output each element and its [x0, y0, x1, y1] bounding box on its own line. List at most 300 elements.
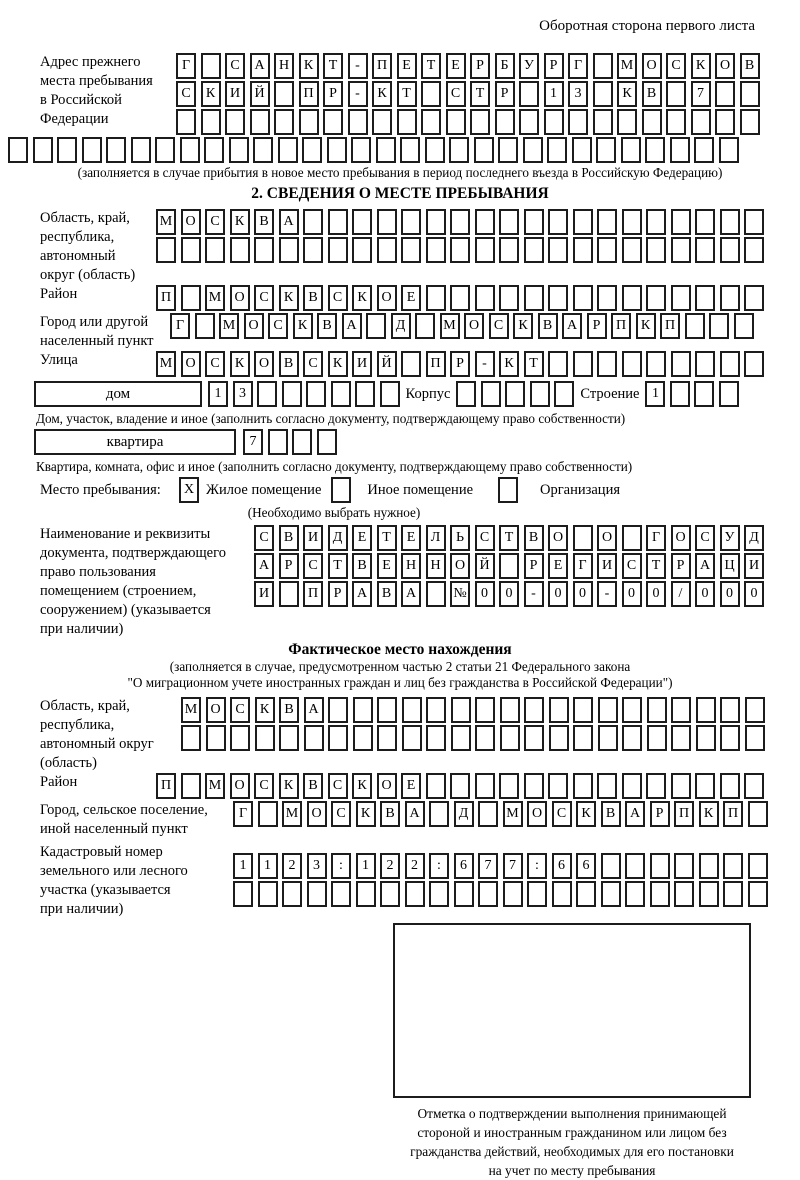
- oblast-row-1[interactable]: [156, 209, 764, 235]
- char-box[interactable]: [548, 237, 568, 263]
- char-box[interactable]: М: [205, 773, 225, 799]
- char-box[interactable]: [720, 285, 740, 311]
- char-box[interactable]: [740, 109, 760, 135]
- char-box[interactable]: [519, 81, 539, 107]
- char-box[interactable]: [470, 109, 490, 135]
- char-box[interactable]: [131, 137, 151, 163]
- char-box[interactable]: М: [181, 697, 201, 723]
- char-box[interactable]: О: [642, 53, 662, 79]
- char-box[interactable]: [720, 351, 740, 377]
- char-box[interactable]: Р: [544, 53, 564, 79]
- char-box[interactable]: [352, 209, 372, 235]
- char-box[interactable]: [317, 429, 337, 455]
- char-box[interactable]: [744, 209, 764, 235]
- fact-gorod-row[interactable]: [233, 801, 768, 827]
- char-box[interactable]: Т: [470, 81, 490, 107]
- char-box[interactable]: С: [328, 285, 348, 311]
- char-box[interactable]: [376, 137, 396, 163]
- char-box[interactable]: П: [660, 313, 680, 339]
- char-box[interactable]: 3: [233, 381, 253, 407]
- char-box[interactable]: Т: [499, 525, 519, 551]
- char-box[interactable]: Н: [426, 553, 446, 579]
- char-box[interactable]: [549, 725, 569, 751]
- char-box[interactable]: [495, 109, 515, 135]
- char-box[interactable]: [622, 525, 642, 551]
- char-box[interactable]: В: [303, 285, 323, 311]
- char-box[interactable]: С: [205, 351, 225, 377]
- char-box[interactable]: [475, 773, 495, 799]
- char-box[interactable]: [451, 725, 471, 751]
- char-box[interactable]: [268, 429, 288, 455]
- char-box[interactable]: К: [328, 351, 348, 377]
- char-box[interactable]: [250, 109, 270, 135]
- char-box[interactable]: [527, 881, 547, 907]
- char-box[interactable]: [549, 697, 569, 723]
- char-box[interactable]: [302, 137, 322, 163]
- char-box[interactable]: [719, 381, 739, 407]
- char-box[interactable]: [699, 881, 719, 907]
- char-box[interactable]: К: [352, 285, 372, 311]
- char-box[interactable]: [450, 209, 470, 235]
- char-box[interactable]: [429, 881, 449, 907]
- char-box[interactable]: В: [254, 209, 274, 235]
- dom-number-boxes[interactable]: [208, 381, 400, 407]
- char-box[interactable]: [415, 313, 435, 339]
- char-box[interactable]: [421, 81, 441, 107]
- char-box[interactable]: П: [426, 351, 446, 377]
- char-box[interactable]: [279, 581, 299, 607]
- fact-oblast-row-1[interactable]: [181, 697, 765, 723]
- char-box[interactable]: Е: [446, 53, 466, 79]
- char-box[interactable]: [597, 351, 617, 377]
- char-box[interactable]: С: [205, 209, 225, 235]
- char-box[interactable]: С: [475, 525, 495, 551]
- char-box[interactable]: О: [181, 351, 201, 377]
- char-box[interactable]: 1: [356, 853, 376, 879]
- char-box[interactable]: К: [230, 351, 250, 377]
- char-box[interactable]: [304, 725, 324, 751]
- char-box[interactable]: К: [352, 773, 372, 799]
- char-box[interactable]: В: [352, 553, 372, 579]
- char-box[interactable]: Л: [426, 525, 446, 551]
- char-box[interactable]: [258, 801, 278, 827]
- char-box[interactable]: Ь: [450, 525, 470, 551]
- char-box[interactable]: [544, 109, 564, 135]
- char-box[interactable]: С: [328, 773, 348, 799]
- char-box[interactable]: Е: [397, 53, 417, 79]
- char-box[interactable]: [505, 381, 525, 407]
- char-box[interactable]: /: [671, 581, 691, 607]
- char-box[interactable]: [548, 285, 568, 311]
- char-box[interactable]: [282, 881, 302, 907]
- char-box[interactable]: [400, 137, 420, 163]
- char-box[interactable]: 2: [380, 853, 400, 879]
- char-box[interactable]: К: [230, 209, 250, 235]
- prev-address-row-2[interactable]: [176, 81, 760, 107]
- char-box[interactable]: 6: [454, 853, 474, 879]
- char-box[interactable]: [176, 109, 196, 135]
- char-box[interactable]: [720, 725, 740, 751]
- char-box[interactable]: Т: [421, 53, 441, 79]
- char-box[interactable]: 6: [576, 853, 596, 879]
- char-box[interactable]: И: [225, 81, 245, 107]
- char-box[interactable]: [650, 853, 670, 879]
- char-box[interactable]: [745, 697, 765, 723]
- char-box[interactable]: [573, 351, 593, 377]
- char-box[interactable]: О: [450, 553, 470, 579]
- char-box[interactable]: 7: [478, 853, 498, 879]
- char-box[interactable]: 1: [208, 381, 228, 407]
- char-box[interactable]: Г: [568, 53, 588, 79]
- char-box[interactable]: [573, 237, 593, 263]
- char-box[interactable]: [156, 237, 176, 263]
- char-box[interactable]: [499, 237, 519, 263]
- char-box[interactable]: Р: [450, 351, 470, 377]
- char-box[interactable]: С: [331, 801, 351, 827]
- char-box[interactable]: 6: [552, 853, 572, 879]
- char-box[interactable]: :: [429, 853, 449, 879]
- char-box[interactable]: [622, 773, 642, 799]
- char-box[interactable]: [719, 137, 739, 163]
- char-box[interactable]: [524, 237, 544, 263]
- char-box[interactable]: [720, 697, 740, 723]
- char-box[interactable]: [299, 109, 319, 135]
- char-box[interactable]: К: [513, 313, 533, 339]
- char-box[interactable]: [597, 237, 617, 263]
- char-box[interactable]: О: [181, 209, 201, 235]
- char-box[interactable]: [254, 237, 274, 263]
- char-box[interactable]: :: [331, 853, 351, 879]
- char-box[interactable]: [547, 137, 567, 163]
- char-box[interactable]: [401, 237, 421, 263]
- char-box[interactable]: Р: [650, 801, 670, 827]
- char-box[interactable]: У: [720, 525, 740, 551]
- char-box[interactable]: [456, 381, 476, 407]
- char-box[interactable]: [82, 137, 102, 163]
- char-box[interactable]: [230, 725, 250, 751]
- char-box[interactable]: [696, 725, 716, 751]
- char-box[interactable]: [331, 881, 351, 907]
- char-box[interactable]: К: [372, 81, 392, 107]
- char-box[interactable]: [530, 381, 550, 407]
- char-box[interactable]: Р: [524, 553, 544, 579]
- char-box[interactable]: [233, 881, 253, 907]
- char-box[interactable]: 3: [307, 853, 327, 879]
- char-box[interactable]: [352, 237, 372, 263]
- char-box[interactable]: [450, 773, 470, 799]
- char-box[interactable]: [353, 697, 373, 723]
- char-box[interactable]: С: [489, 313, 509, 339]
- char-box[interactable]: П: [303, 581, 323, 607]
- char-box[interactable]: [401, 351, 421, 377]
- char-box[interactable]: [348, 109, 368, 135]
- char-box[interactable]: [282, 381, 302, 407]
- char-box[interactable]: П: [611, 313, 631, 339]
- char-box[interactable]: А: [254, 553, 274, 579]
- char-box[interactable]: [328, 209, 348, 235]
- char-box[interactable]: [625, 853, 645, 879]
- char-box[interactable]: С: [303, 351, 323, 377]
- char-box[interactable]: [598, 725, 618, 751]
- char-box[interactable]: [366, 313, 386, 339]
- char-box[interactable]: Д: [744, 525, 764, 551]
- char-box[interactable]: [405, 881, 425, 907]
- char-box[interactable]: [622, 697, 642, 723]
- char-box[interactable]: [625, 881, 645, 907]
- char-box[interactable]: М: [219, 313, 239, 339]
- char-box[interactable]: [740, 81, 760, 107]
- char-box[interactable]: П: [372, 53, 392, 79]
- char-box[interactable]: Т: [524, 351, 544, 377]
- char-box[interactable]: А: [352, 581, 372, 607]
- char-box[interactable]: [279, 237, 299, 263]
- char-box[interactable]: [475, 725, 495, 751]
- ulitsa-row[interactable]: [156, 351, 764, 377]
- char-box[interactable]: [429, 801, 449, 827]
- char-box[interactable]: -: [597, 581, 617, 607]
- char-box[interactable]: Г: [646, 525, 666, 551]
- char-box[interactable]: [601, 853, 621, 879]
- char-box[interactable]: [666, 109, 686, 135]
- char-box[interactable]: [674, 881, 694, 907]
- char-box[interactable]: С: [552, 801, 572, 827]
- char-box[interactable]: [671, 237, 691, 263]
- char-box[interactable]: О: [307, 801, 327, 827]
- char-box[interactable]: С: [254, 285, 274, 311]
- char-box[interactable]: А: [304, 697, 324, 723]
- char-box[interactable]: [303, 209, 323, 235]
- char-box[interactable]: [206, 725, 226, 751]
- char-box[interactable]: [500, 697, 520, 723]
- char-box[interactable]: [257, 381, 277, 407]
- char-box[interactable]: [426, 237, 446, 263]
- char-box[interactable]: Р: [587, 313, 607, 339]
- char-box[interactable]: И: [597, 553, 617, 579]
- char-box[interactable]: [593, 109, 613, 135]
- char-box[interactable]: О: [206, 697, 226, 723]
- char-box[interactable]: Р: [671, 553, 691, 579]
- char-box[interactable]: [593, 53, 613, 79]
- char-box[interactable]: К: [576, 801, 596, 827]
- char-box[interactable]: Ц: [720, 553, 740, 579]
- char-box[interactable]: 7: [503, 853, 523, 879]
- char-box[interactable]: [694, 137, 714, 163]
- char-box[interactable]: Г: [170, 313, 190, 339]
- char-box[interactable]: [671, 351, 691, 377]
- char-box[interactable]: С: [176, 81, 196, 107]
- char-box[interactable]: В: [538, 313, 558, 339]
- char-box[interactable]: [478, 881, 498, 907]
- char-box[interactable]: Д: [328, 525, 348, 551]
- char-box[interactable]: Г: [573, 553, 593, 579]
- char-box[interactable]: [596, 137, 616, 163]
- char-box[interactable]: [695, 351, 715, 377]
- char-box[interactable]: 7: [691, 81, 711, 107]
- char-box[interactable]: 3: [568, 81, 588, 107]
- char-box[interactable]: К: [499, 351, 519, 377]
- char-box[interactable]: [695, 285, 715, 311]
- char-box[interactable]: [646, 773, 666, 799]
- char-box[interactable]: М: [205, 285, 225, 311]
- char-box[interactable]: Г: [233, 801, 253, 827]
- char-box[interactable]: Д: [391, 313, 411, 339]
- char-box[interactable]: О: [671, 525, 691, 551]
- char-box[interactable]: Т: [328, 553, 348, 579]
- document-row-1[interactable]: [254, 525, 764, 551]
- char-box[interactable]: [377, 697, 397, 723]
- char-box[interactable]: [720, 209, 740, 235]
- char-box[interactable]: Е: [548, 553, 568, 579]
- char-box[interactable]: [331, 381, 351, 407]
- char-box[interactable]: М: [282, 801, 302, 827]
- char-box[interactable]: [327, 137, 347, 163]
- char-box[interactable]: [274, 81, 294, 107]
- char-box[interactable]: [695, 237, 715, 263]
- char-box[interactable]: [572, 137, 592, 163]
- char-box[interactable]: 1: [544, 81, 564, 107]
- char-box[interactable]: [744, 237, 764, 263]
- char-box[interactable]: [181, 237, 201, 263]
- char-box[interactable]: В: [380, 801, 400, 827]
- char-box[interactable]: О: [244, 313, 264, 339]
- char-box[interactable]: [524, 697, 544, 723]
- stroenie-boxes[interactable]: [645, 381, 739, 407]
- char-box[interactable]: О: [597, 525, 617, 551]
- char-box[interactable]: Р: [328, 581, 348, 607]
- char-box[interactable]: О: [548, 525, 568, 551]
- char-box[interactable]: [685, 313, 705, 339]
- char-box[interactable]: Е: [401, 285, 421, 311]
- char-box[interactable]: [670, 137, 690, 163]
- char-box[interactable]: -: [524, 581, 544, 607]
- char-box[interactable]: Б: [495, 53, 515, 79]
- char-box[interactable]: [646, 237, 666, 263]
- char-box[interactable]: А: [695, 553, 715, 579]
- char-box[interactable]: [694, 381, 714, 407]
- char-box[interactable]: [181, 773, 201, 799]
- char-box[interactable]: С: [254, 525, 274, 551]
- char-box[interactable]: [446, 109, 466, 135]
- char-box[interactable]: Н: [274, 53, 294, 79]
- char-box[interactable]: [450, 285, 470, 311]
- char-box[interactable]: [622, 725, 642, 751]
- char-box[interactable]: [303, 237, 323, 263]
- char-box[interactable]: [548, 209, 568, 235]
- char-box[interactable]: [454, 881, 474, 907]
- char-box[interactable]: [646, 285, 666, 311]
- char-box[interactable]: Д: [454, 801, 474, 827]
- char-box[interactable]: [500, 725, 520, 751]
- char-box[interactable]: [699, 853, 719, 879]
- char-box[interactable]: -: [348, 81, 368, 107]
- char-box[interactable]: Р: [470, 53, 490, 79]
- char-box[interactable]: С: [446, 81, 466, 107]
- char-box[interactable]: [372, 109, 392, 135]
- char-box[interactable]: [33, 137, 53, 163]
- char-box[interactable]: К: [617, 81, 637, 107]
- char-box[interactable]: [498, 137, 518, 163]
- checkbox-inoe[interactable]: [331, 477, 351, 503]
- char-box[interactable]: [593, 81, 613, 107]
- char-box[interactable]: К: [699, 801, 719, 827]
- char-box[interactable]: С: [622, 553, 642, 579]
- kadastr-row-1[interactable]: [233, 853, 768, 879]
- raion-row[interactable]: [156, 285, 764, 311]
- char-box[interactable]: Е: [401, 525, 421, 551]
- char-box[interactable]: И: [744, 553, 764, 579]
- char-box[interactable]: [524, 209, 544, 235]
- char-box[interactable]: [548, 351, 568, 377]
- char-box[interactable]: 1: [233, 853, 253, 879]
- char-box[interactable]: И: [303, 525, 323, 551]
- char-box[interactable]: [292, 429, 312, 455]
- char-box[interactable]: [650, 881, 670, 907]
- char-box[interactable]: [353, 725, 373, 751]
- char-box[interactable]: А: [250, 53, 270, 79]
- char-box[interactable]: Т: [323, 53, 343, 79]
- char-box[interactable]: А: [562, 313, 582, 339]
- char-box[interactable]: -: [475, 351, 495, 377]
- char-box[interactable]: [691, 109, 711, 135]
- char-box[interactable]: [274, 109, 294, 135]
- char-box[interactable]: [597, 285, 617, 311]
- char-box[interactable]: [307, 881, 327, 907]
- char-box[interactable]: [426, 581, 446, 607]
- char-box[interactable]: [402, 697, 422, 723]
- char-box[interactable]: [323, 109, 343, 135]
- char-box[interactable]: О: [377, 773, 397, 799]
- char-box[interactable]: [377, 725, 397, 751]
- char-box[interactable]: [306, 381, 326, 407]
- char-box[interactable]: Й: [475, 553, 495, 579]
- char-box[interactable]: О: [715, 53, 735, 79]
- char-box[interactable]: [426, 285, 446, 311]
- char-box[interactable]: О: [377, 285, 397, 311]
- char-box[interactable]: 0: [622, 581, 642, 607]
- korpus-boxes[interactable]: [456, 381, 574, 407]
- char-box[interactable]: В: [279, 351, 299, 377]
- char-box[interactable]: П: [723, 801, 743, 827]
- char-box[interactable]: [351, 137, 371, 163]
- char-box[interactable]: [503, 881, 523, 907]
- char-box[interactable]: [524, 725, 544, 751]
- char-box[interactable]: В: [642, 81, 662, 107]
- char-box[interactable]: [195, 313, 215, 339]
- char-box[interactable]: К: [636, 313, 656, 339]
- char-box[interactable]: [402, 725, 422, 751]
- char-box[interactable]: [647, 697, 667, 723]
- char-box[interactable]: В: [740, 53, 760, 79]
- char-box[interactable]: [573, 525, 593, 551]
- char-box[interactable]: А: [405, 801, 425, 827]
- char-box[interactable]: [425, 137, 445, 163]
- char-box[interactable]: [255, 725, 275, 751]
- char-box[interactable]: [155, 137, 175, 163]
- char-box[interactable]: А: [625, 801, 645, 827]
- char-box[interactable]: М: [156, 209, 176, 235]
- char-box[interactable]: С: [225, 53, 245, 79]
- char-box[interactable]: [225, 109, 245, 135]
- char-box[interactable]: [622, 285, 642, 311]
- char-box[interactable]: [573, 209, 593, 235]
- char-box[interactable]: С: [666, 53, 686, 79]
- char-box[interactable]: [622, 237, 642, 263]
- char-box[interactable]: [229, 137, 249, 163]
- gorod-row[interactable]: [170, 313, 754, 339]
- char-box[interactable]: [524, 773, 544, 799]
- char-box[interactable]: [279, 725, 299, 751]
- char-box[interactable]: [744, 351, 764, 377]
